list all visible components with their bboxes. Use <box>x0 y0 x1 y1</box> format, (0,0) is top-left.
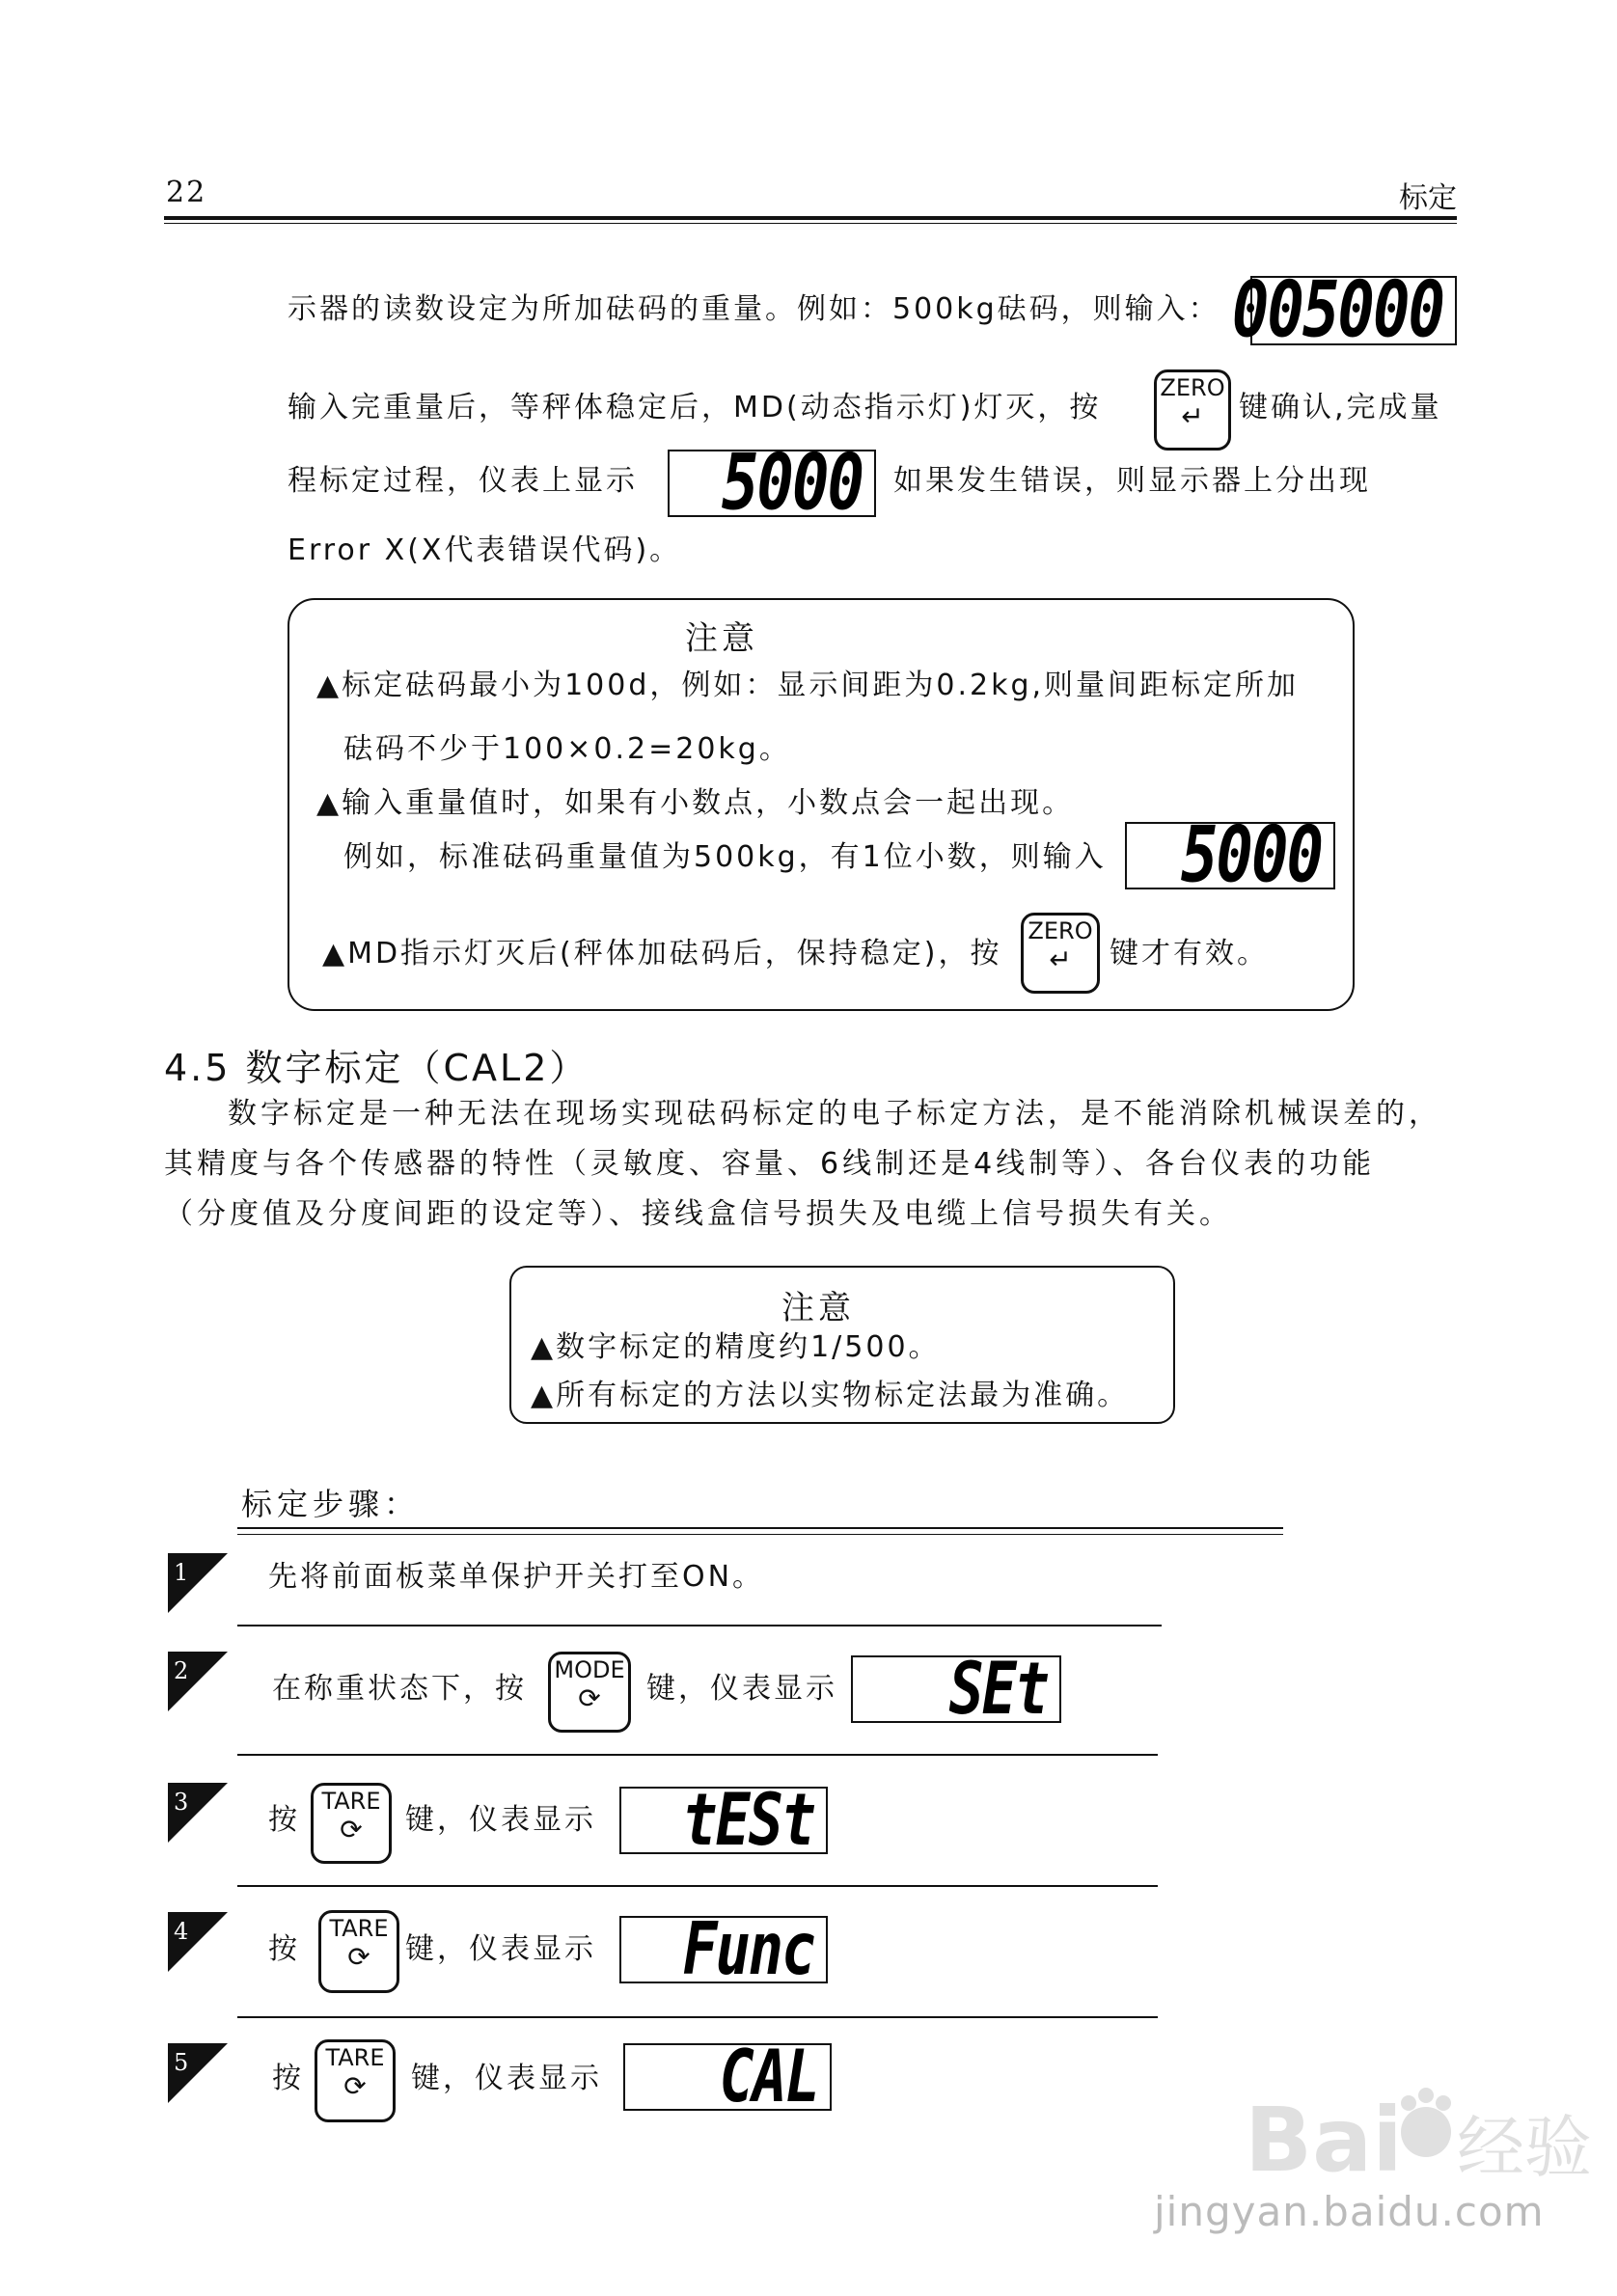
tare-key-icon <box>318 1910 399 1993</box>
lcd-value: tESt <box>682 1778 814 1863</box>
zero-key-icon <box>1154 369 1231 451</box>
lcd-display-set <box>851 1647 1061 1732</box>
intro-line-4: Error X(X代表错误代码)。 <box>288 533 682 567</box>
step-divider <box>237 1625 1162 1626</box>
notice-item: 键才有效。 <box>1110 937 1269 970</box>
lcd-value: 005000 <box>1231 265 1443 356</box>
lcd-value: 5000 <box>721 438 863 529</box>
mode-key-icon <box>548 1652 631 1733</box>
intro-line-2a: 输入完重量后，等秤体稳定后，MD(动态指示灯)灯灭，按 <box>288 391 1102 424</box>
step-marker-1 <box>168 1553 228 1613</box>
lcd-display-test <box>619 1778 828 1863</box>
tare-key-icon <box>315 2039 396 2122</box>
lcd-display-example <box>1125 810 1335 901</box>
notice-item: ▲输入重量值时，如果有小数点，小数点会一起出现。 <box>316 786 1075 820</box>
svg-text:1: 1 <box>174 1559 189 1586</box>
step-2-text-b: 键，仪表显示 <box>646 1672 837 1706</box>
notice-item: ▲所有标定的方法以实物标定法最为准确。 <box>531 1379 1130 1412</box>
steps-title: 标定步骤： <box>241 1486 421 1522</box>
intro-line-3b: 如果发生错误，则显示器上分出现 <box>893 464 1371 498</box>
zero-key-icon <box>1021 913 1100 994</box>
cycle-icon: ⟳ <box>347 1941 370 1973</box>
svg-text:5: 5 <box>174 2049 189 2076</box>
lcd-display-cal <box>623 2035 832 2119</box>
step-3-text-b: 键，仪表显示 <box>405 1803 596 1837</box>
step-divider <box>237 1754 1158 1756</box>
lcd-display-func <box>619 1907 828 1992</box>
lcd-value: CAL <box>719 2035 818 2119</box>
notice-title: 注意 <box>781 1289 855 1327</box>
lcd-display-input <box>1231 265 1457 356</box>
mode-key-label: MODE <box>554 1656 625 1683</box>
zero-key-label: ZERO <box>1028 917 1093 944</box>
cycle-icon: ⟳ <box>343 2070 367 2102</box>
tare-key-icon <box>311 1783 392 1864</box>
baidu-jingyan-watermark-logo <box>1245 2074 1592 2200</box>
step-4-text-a: 按 <box>268 1932 300 1966</box>
lcd-value: 5000 <box>1180 810 1322 901</box>
step-3-text-a: 按 <box>268 1803 300 1837</box>
tare-key-label: TARE <box>321 1788 381 1815</box>
section-heading: 4.5 数字标定（CAL2） <box>164 1047 589 1089</box>
intro-line-2b: 键确认,完成量 <box>1239 391 1442 424</box>
intro-line-1: 示器的读数设定为所加砝码的重量。例如：500kg砝码，则输入： <box>288 292 1220 326</box>
notice-item: ▲MD指示灯灭后(秤体加砝码后，保持稳定)，按 <box>322 937 1002 970</box>
step-5-text-a: 按 <box>272 2062 304 2095</box>
cycle-icon: ⟳ <box>578 1682 601 1714</box>
step-divider <box>237 1885 1158 1887</box>
lcd-value: SEt <box>948 1647 1048 1732</box>
page-number: 22 <box>166 176 207 209</box>
cycle-icon: ⟳ <box>340 1814 363 1845</box>
notice-item: ▲数字标定的精度约1/500。 <box>531 1330 941 1364</box>
step-marker-5 <box>168 2043 228 2103</box>
notice-item: 砝码不少于100×0.2=20kg。 <box>343 732 791 766</box>
step-marker-2 <box>168 1652 228 1711</box>
step-5-text-b: 键，仪表显示 <box>411 2062 602 2095</box>
zero-key-label: ZERO <box>1160 374 1225 401</box>
svg-text:经验: 经验 <box>1457 2108 1592 2187</box>
svg-text:4: 4 <box>174 1918 189 1945</box>
enter-icon: ↵ <box>1049 943 1072 975</box>
svg-text:3: 3 <box>174 1789 189 1816</box>
paragraph-line: 数字标定是一种无法在现场实现砝码标定的电子标定方法，是不能消除机械误差的， <box>228 1097 1441 1131</box>
intro-line-3a: 程标定过程，仪表上显示 <box>288 464 638 498</box>
notice-title: 注意 <box>685 619 758 658</box>
notice-item: ▲标定砝码最小为100d，例如：显示间距为0.2kg,则量间距标定所加 <box>316 669 1300 702</box>
watermark-url: jingyan.baidu.com <box>1154 2188 1545 2235</box>
lcd-value: Func <box>682 1907 814 1992</box>
enter-icon: ↵ <box>1181 400 1204 432</box>
svg-text:2: 2 <box>174 1657 189 1684</box>
step-divider <box>237 2016 1158 2018</box>
header-rule-thin <box>164 223 1457 224</box>
header-rule <box>164 216 1457 220</box>
step-marker-3 <box>168 1783 228 1843</box>
step-marker-4 <box>168 1912 228 1972</box>
steps-rule <box>237 1527 1283 1529</box>
paragraph-line: 其精度与各个传感器的特性（灵敏度、容量、6线制还是4线制等）、各台仪表的功能 <box>164 1147 1376 1181</box>
paragraph-line: （分度值及分度间距的设定等）、接线盒信号损失及电缆上信号损失有关。 <box>164 1197 1232 1231</box>
svg-text:Bai: Bai <box>1245 2089 1403 2192</box>
steps-rule-thin <box>237 1534 1283 1535</box>
lcd-display-result <box>668 438 876 529</box>
step-1-text: 先将前面板菜单保护开关打至ON。 <box>268 1560 765 1594</box>
step-2-text-a: 在称重状态下，按 <box>272 1672 527 1706</box>
tare-key-label: TARE <box>329 1915 389 1942</box>
step-4-text-b: 键，仪表显示 <box>405 1932 596 1966</box>
tare-key-label: TARE <box>325 2044 385 2071</box>
notice-item: 例如，标准砝码重量值为500kg，有1位小数，则输入 <box>343 840 1107 874</box>
section-header: 标定 <box>1399 181 1457 215</box>
